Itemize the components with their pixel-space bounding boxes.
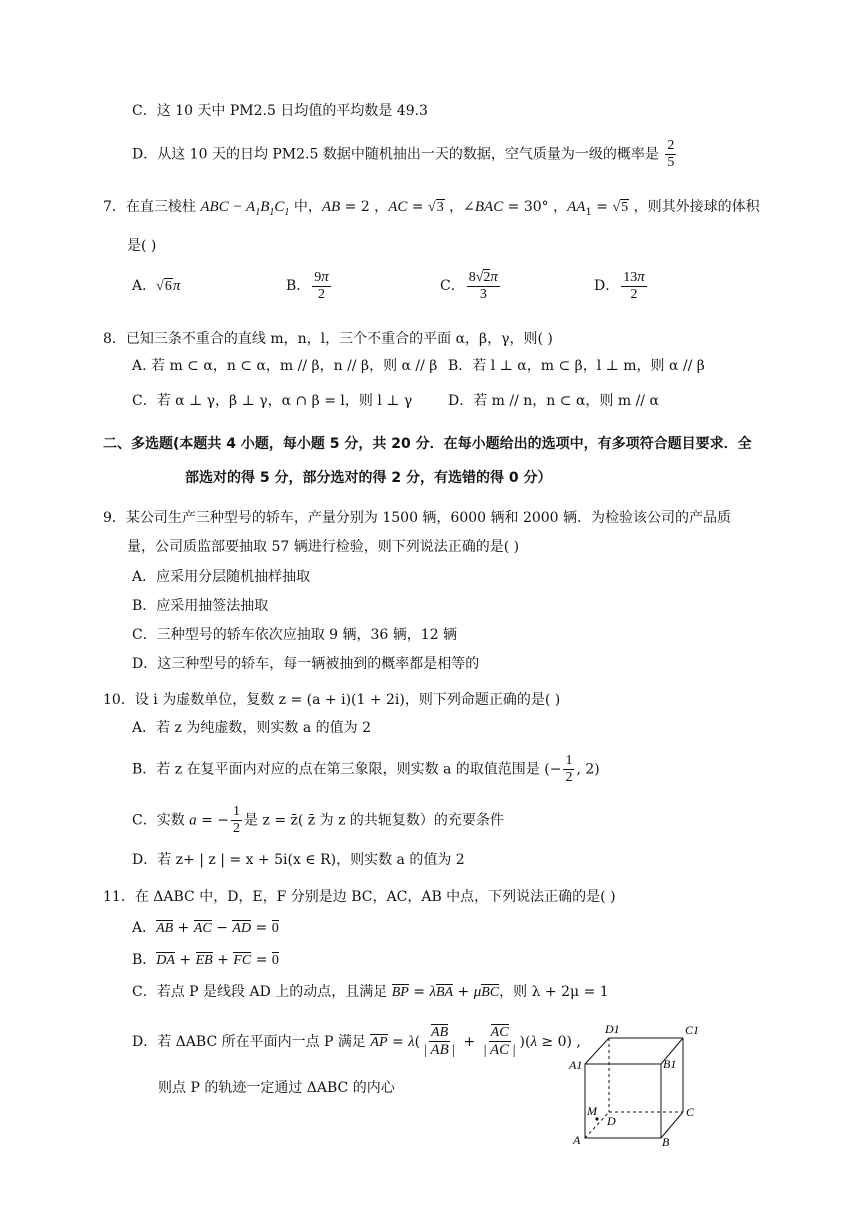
q7-option-d: D． $\frac{13\pi}{2}$ xyxy=(594,269,645,302)
section-header-line2: 部选对的得 5 分，部分选对的得 2 分，有选错的得 0 分） xyxy=(185,470,552,486)
q9-option-b: B．应采用抽签法抽取 xyxy=(132,598,269,614)
label-c1: C1 xyxy=(685,1023,700,1037)
label-a1: A1 xyxy=(569,1058,583,1072)
q7-stem-line2: 是( ) xyxy=(127,238,157,254)
q8-option-a: A. 若 m ⊂ α，n ⊂ α，m // β，n // β，则 α // β xyxy=(132,358,438,374)
q6-option-d xyxy=(132,139,678,170)
label-c: C xyxy=(686,1105,695,1119)
q8-option-d: D．若 m // n，n ⊂ α，则 m // α xyxy=(448,393,659,409)
q9-option-a: A．应采用分层随机抽样抽取 xyxy=(132,569,311,585)
q10-stem: 10．设 i 为虚数单位，复数 z = (a + i)(1 + 2i)，则下列命题正确的是( ) xyxy=(103,692,561,708)
q11-option-d: D．若 ΔABC 所在平面内一点 P 满足 AP = λ( $\frac{AB}{| AB |}$ + $\frac{AC}{| AC |}$ )(λ ≥ 0) , xyxy=(132,1025,581,1058)
label-b: B xyxy=(662,1135,670,1149)
q10-option-d: D．若 z+ | z | = x + 5i(x ∈ R)，则实数 a 的值为 2 xyxy=(132,852,465,868)
q11-option-a: A．AB + AC − AD = 0 xyxy=(132,920,279,936)
cube-figure xyxy=(565,1020,705,1150)
q9-option-c: C．三种型号的轿车依次应抽取 9 辆，36 辆，12 辆 xyxy=(132,627,458,643)
q11-option-d-line2: 则点 P 的轨迹一定通过 ΔABC 的内心 xyxy=(158,1080,395,1096)
q10-option-a: A．若 z 为纯虚数，则实数 a 的值为 2 xyxy=(132,720,371,736)
q9-stem-line2: 量，公司质监部要抽取 57 辆进行检验，则下列说法正确的是( ) xyxy=(127,539,520,555)
q6-option-d-fraction: $\frac{2}{5}$ xyxy=(667,138,675,170)
q7-option-a: A．√6π xyxy=(132,278,181,294)
q6-option-d-text: D．从这 10 天的日均 PM2.5 数据中随机抽出一天的数据，空气质量为一级的概率是 xyxy=(132,146,659,163)
label-d1: D1 xyxy=(605,1022,620,1036)
q11-stem: 11．在 ΔABC 中，D，E，F 分别是边 BC，AC，AB 中点，下列说法正确的是( ) xyxy=(103,889,616,905)
q8-stem: 8．已知三条不重合的直线 m，n，l，三个不重合的平面 α，β，γ，则( ) xyxy=(103,331,553,347)
q8-option-b: B．若 l ⊥ α，m ⊂ β，l ⊥ m，则 α // β xyxy=(448,358,705,374)
label-m: M xyxy=(587,1104,597,1118)
q10-option-c: C．实数 a = − $\frac{1}{2}$ 是 z = z̄( z̄ 为 z 的共轭复数）的充要条件 xyxy=(132,804,504,836)
q7-option-c: C． $\frac{8√2\pi}{3}$ xyxy=(440,269,498,302)
q7-stem: 7．在直三棱柱 ABC − $A_1B_1C_1$ 中，AB = 2 ，AC = √3 ，∠BAC = 30° ，$AA_1 = √5$ ，则其外接球的体积 xyxy=(103,199,760,218)
q8-option-c: C．若 α ⊥ γ，β ⊥ γ，α ∩ β = l，则 l ⊥ γ xyxy=(132,393,413,409)
q9-stem-line1: 9．某公司生产三种型号的轿车，产量分别为 1500 辆，6000 辆和 2000 辆．为检验该公司的产品质 xyxy=(103,510,732,526)
q9-option-d: D．这三种型号的轿车，每一辆被抽到的概率都是相等的 xyxy=(132,656,480,672)
q11-option-b: B．DA + EB + FC = 0 xyxy=(132,952,279,968)
q11-option-c: C．若点 P 是线段 AD 上的动点，且满足 BP = λBA + μBC，则 λ + 2μ = 1 xyxy=(132,984,609,1000)
label-b1: B1 xyxy=(663,1057,677,1071)
q10-option-b: B．若 z 在复平面内对应的点在第三象限，则实数 a 的取值范围是 (− $\frac{1}{2}$ , 2) xyxy=(132,753,600,785)
section-header-line1: 二、多选题(本题共 4 小题，每小题 5 分，共 20 分．在每小题给出的选项中，有多项符合题目要求．全 xyxy=(103,436,752,452)
label-d: D xyxy=(607,1114,616,1128)
label-a: A xyxy=(573,1133,581,1147)
q7-option-b: B． $\frac{9\pi}{2}$ xyxy=(286,269,329,302)
q6-option-c: C．这 10 天中 PM2.5 日均值的平均数是 49.3 xyxy=(132,103,428,119)
